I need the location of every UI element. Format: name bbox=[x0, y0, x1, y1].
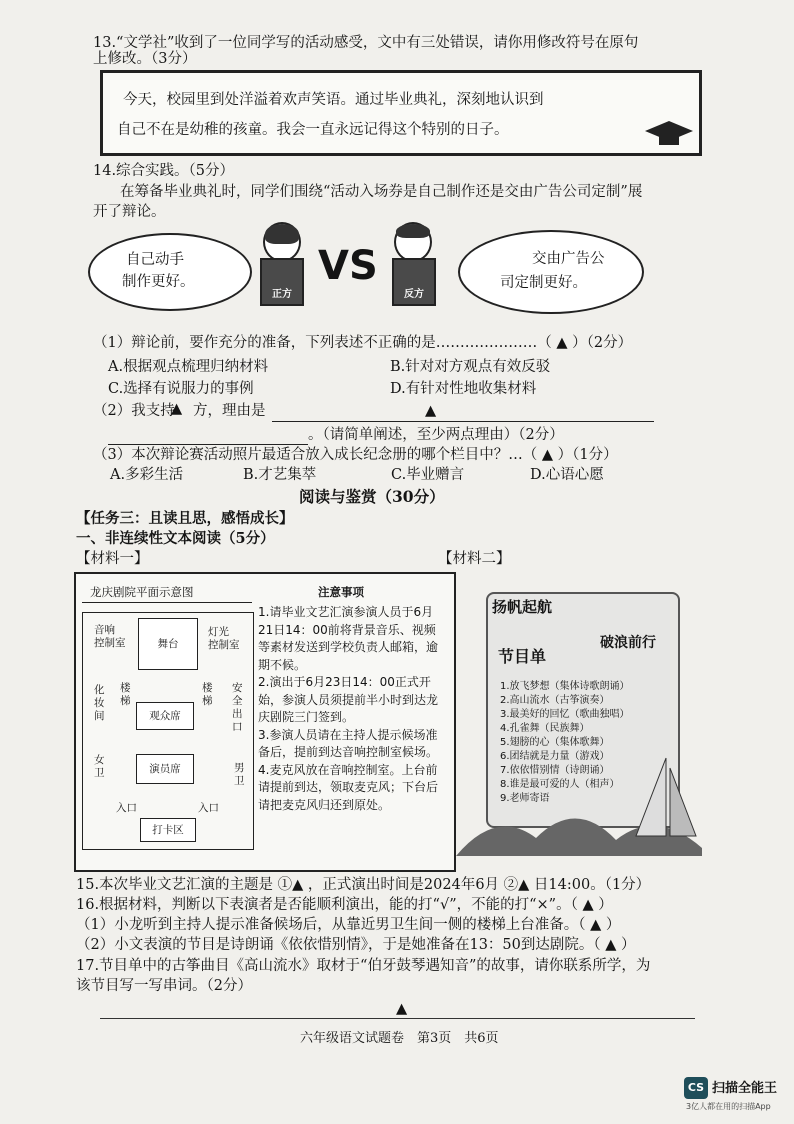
map-title-rule bbox=[82, 602, 252, 603]
q16-title: 16.根据材料，判断以下表演者是否能顺利演出，能的打“√”，不能的打“×”。（ ▲ ） bbox=[76, 897, 613, 913]
q13-box-line1: 今天，校园里到处洋溢着欢声笑语。通过毕业典礼，深刻地认识到 bbox=[123, 92, 544, 108]
program-item: 1.放飞梦想（集体诗歌朗诵） bbox=[500, 681, 630, 692]
answer-line bbox=[100, 1018, 695, 1019]
material-two-label: 【材料二】 bbox=[438, 551, 511, 567]
theater-floor-plan bbox=[74, 572, 456, 872]
map-title: 龙庆剧院平面示意图 bbox=[90, 585, 194, 599]
con-label: 反方 bbox=[404, 289, 424, 300]
pro-speech-bubble bbox=[88, 233, 252, 311]
q14-sub1: （1）辩论前，要作充分的准备，下列表述不正确的是…………………（ ▲ ）（2分） bbox=[93, 335, 633, 351]
program-item: 9.老师寄语 bbox=[500, 793, 550, 804]
program-item: 4.孔雀舞（民族舞） bbox=[500, 723, 590, 734]
q14-sub1-option-d: D.有针对性地收集材料 bbox=[390, 381, 537, 397]
page-footer: 六年级语文试题卷 第3页 共6页 bbox=[300, 1031, 499, 1046]
entrance-right: 入口 bbox=[198, 802, 219, 814]
note-3: 3.参演人员请在主持人提示候场准备后，提前到达音响控制室候场。 bbox=[258, 727, 439, 759]
con-bubble-line1: 交由广告公 bbox=[532, 251, 605, 267]
program-poster bbox=[456, 578, 702, 856]
pro-bubble-line2: 制作更好。 bbox=[122, 274, 195, 290]
q14-sub1-option-c: C.选择有说服力的事例 bbox=[108, 381, 254, 397]
q14-intro1: 在筹备毕业典礼时，同学们围绕“活动入场券是自己制作还是交由广告公司定制”展 bbox=[120, 184, 643, 200]
program-item: 3.最美好的回忆（歌曲独唱） bbox=[500, 709, 630, 720]
note-4: 4.麦克风放在音响控制室。上台前请提前到达，领取麦克风；下台后请把麦克风归还到原处。 bbox=[258, 762, 439, 812]
program-item: 5.翅膀的心（集体歌舞） bbox=[500, 737, 610, 748]
q14-sub1-option-a: A.根据观点梳理归纳材料 bbox=[108, 359, 269, 375]
note-2: 2.演出于6月23日14：00正式开始，参演人员须提前半小时到达龙庆剧院三门签到。 bbox=[258, 675, 439, 724]
dressing-room: 化 妆 间 bbox=[94, 684, 105, 722]
light-control-room: 灯光 控制室 bbox=[208, 626, 240, 651]
q14-sub2-blank-reason: ▲ bbox=[425, 403, 437, 419]
right-stairs: 楼 梯 bbox=[202, 682, 213, 707]
q13-line1: 13.“文学社”收到了一位同学写的活动感受，文中有三处错误，请你用修改符号在原句 bbox=[93, 35, 639, 51]
camscanner-logo-icon: CS bbox=[684, 1077, 708, 1099]
pro-debater-avatar bbox=[263, 222, 301, 262]
section-heading: 阅读与鉴赏（30分） bbox=[299, 487, 445, 506]
sound-control-room: 音响 控制室 bbox=[94, 624, 126, 649]
vs-mark: VS bbox=[318, 243, 378, 289]
program-item: 6.团结就是力量（游戏） bbox=[500, 751, 610, 762]
q14-sub2-answer-line2 bbox=[108, 444, 308, 445]
program-title: 节目单 bbox=[498, 647, 547, 666]
watermark-subtitle: 3亿人都在用的扫描App bbox=[686, 1102, 771, 1111]
pro-bubble-line1: 自己动手 bbox=[126, 252, 184, 268]
material-one-label: 【材料一】 bbox=[76, 551, 149, 567]
task-heading: 【任务三：且读且思，感悟成长】 bbox=[76, 510, 294, 527]
program-item: 2.高山流水（古筝演奏） bbox=[500, 695, 610, 706]
note-1: 1.请毕业文艺汇演参演人员于6月21日14：00前将背景音乐、视频等素材发送到学校负责人邮箱，逾期不候。 bbox=[258, 605, 439, 672]
notes-body bbox=[258, 604, 444, 814]
q13-line2: 上修改。（3分） bbox=[93, 51, 197, 67]
q14-intro2: 开了辩论。 bbox=[93, 204, 166, 220]
q14-sub3-option-a: A.多彩生活 bbox=[110, 467, 184, 483]
q13-box-line2: 自己不在是幼稚的孩童。我会一直永远记得这个特别的日子。 bbox=[117, 122, 509, 138]
program-banner-left: 扬帆起航 bbox=[492, 598, 553, 616]
performer-seats: 演员席 bbox=[136, 754, 194, 784]
con-debater-avatar bbox=[394, 222, 432, 262]
entrance-left: 入口 bbox=[116, 802, 137, 814]
q15: 15.本次毕业文艺汇演的主题是 ①▲ ，正式演出时间是2024年6月 ②▲ 日14:00。（1分） bbox=[76, 877, 651, 893]
checkin-area: 打卡区 bbox=[140, 818, 196, 842]
q14-sub2-answer-line bbox=[272, 421, 654, 422]
q14-title: 14.综合实践。（5分） bbox=[93, 163, 235, 179]
audience-seats: 观众席 bbox=[136, 702, 194, 730]
q14-sub3: （3）本次辩论赛活动照片最适合放入成长纪念册的哪个栏目中？…（ ▲ ）（1分） bbox=[93, 447, 618, 463]
stage: 舞台 bbox=[138, 618, 198, 670]
con-podium bbox=[392, 258, 436, 306]
pro-podium bbox=[260, 258, 304, 306]
q14-sub3-option-b: B.才艺集萃 bbox=[243, 467, 317, 483]
q14-sub2-label: （2）我支持 bbox=[93, 403, 175, 419]
program-banner-right: 破浪前行 bbox=[600, 635, 656, 651]
q13-text-box bbox=[100, 70, 702, 156]
q17-answer-marker: ▲ bbox=[396, 1001, 408, 1017]
program-item: 8.谁是最可爱的人（相声） bbox=[500, 779, 620, 790]
con-speech-bubble bbox=[458, 230, 644, 314]
q14-sub3-option-d: D.心语心愿 bbox=[530, 467, 604, 483]
q14-sub3-option-c: C.毕业赠言 bbox=[391, 467, 465, 483]
notes-title: 注意事项 bbox=[318, 585, 364, 599]
pro-label: 正方 bbox=[272, 289, 292, 300]
q14-sub2-hint: 。（请简单阐述，至少两点理由）（2分） bbox=[308, 427, 564, 443]
graduation-cap-icon bbox=[641, 119, 695, 149]
part-heading: 一、非连续性文本阅读（5分） bbox=[76, 530, 275, 547]
q14-sub1-option-b: B.针对对方观点有效反驳 bbox=[390, 359, 551, 375]
q16-sub1: （1）小龙听到主持人提示准备候场后，从靠近男卫生间一侧的楼梯上台准备。（ ▲ ） bbox=[76, 917, 621, 933]
q14-sub2-text: 方，理由是 bbox=[193, 403, 266, 419]
mens-restroom: 男 卫 bbox=[234, 762, 245, 787]
womens-restroom: 女 卫 bbox=[94, 754, 105, 779]
q14-sub2-blank-side: ▲ bbox=[171, 401, 183, 417]
q17-line1: 17.节目单中的古筝曲目《高山流水》取材于“伯牙鼓琴遇知音”的故事，请你联系所学，为 bbox=[76, 958, 651, 974]
q16-sub2: （2）小文表演的节目是诗朗诵《依依惜别情》，于是她准备在13：50到达剧院。（ ▲ ） bbox=[76, 937, 636, 953]
program-item: 7.依依惜别情（诗朗诵） bbox=[500, 765, 610, 776]
con-bubble-line2: 司定制更好。 bbox=[500, 275, 587, 291]
watermark-name: 扫描全能王 bbox=[712, 1081, 778, 1096]
q17-line2: 该节目写一写串词。（2分） bbox=[76, 978, 252, 994]
safety-exit: 安 全 出 口 bbox=[232, 682, 243, 733]
sailboat-illustration bbox=[456, 748, 702, 856]
left-stairs: 楼 梯 bbox=[120, 682, 131, 707]
